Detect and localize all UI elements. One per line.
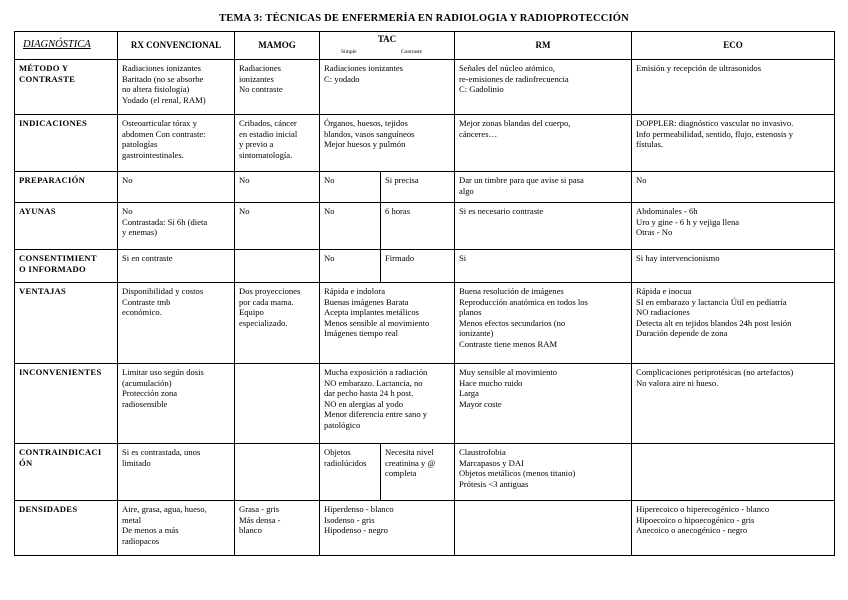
cell-rm bbox=[455, 172, 632, 203]
cell-line: económico. bbox=[122, 307, 162, 318]
cell-line: planos bbox=[459, 307, 482, 318]
row-label bbox=[15, 501, 118, 556]
cell-line: Emisión y recepción de ultrasonidos bbox=[636, 63, 762, 73]
cell-line: No bbox=[122, 206, 133, 216]
cell-line: radiolúcidos bbox=[324, 457, 367, 468]
cell-line: O INFORMADO bbox=[19, 263, 87, 274]
cell-line: DOPPLER: diagnóstico vascular no invasivo. bbox=[636, 118, 794, 128]
cell-line: creatinina y @ bbox=[385, 457, 436, 468]
cell-mamog bbox=[235, 501, 320, 556]
cell-line: Si hay intervencionismo bbox=[636, 253, 720, 263]
cell-line: Baritado (no se absorbe bbox=[122, 73, 204, 84]
cell-mamog bbox=[235, 115, 320, 172]
row-densidades bbox=[15, 501, 835, 556]
cell-line: metal bbox=[122, 514, 142, 525]
cell-line: y previo a bbox=[239, 139, 274, 150]
cell-tac bbox=[320, 115, 455, 172]
cell-line: Más densa - bbox=[239, 514, 281, 525]
row-preparacion bbox=[15, 172, 835, 203]
cell-line: Complicaciones periprotésicas (no artefactos) bbox=[636, 367, 794, 377]
header-mamog: MAMOG bbox=[235, 32, 320, 60]
cell-line: ÓN bbox=[19, 457, 33, 468]
cell-line: Marcapasos y DAI bbox=[459, 457, 524, 468]
cell-line: Menos sensible al movimiento bbox=[324, 317, 430, 328]
cell-line: Abdominales - 6h bbox=[636, 206, 698, 216]
cell-tac-contraste bbox=[381, 444, 455, 501]
page-title: TEMA 3: TÉCNICAS DE ENFERMERÍA EN RADIOLOGIA Y RADIOPROTECCIÓN bbox=[219, 13, 629, 24]
cell-line: Disponibilidad y costos bbox=[122, 286, 204, 296]
cell-rm bbox=[455, 444, 632, 501]
cell-line: NO en alergias al yodo bbox=[324, 398, 404, 409]
cell-eco bbox=[632, 115, 835, 172]
cell-eco bbox=[632, 250, 835, 283]
cell-rx bbox=[118, 364, 235, 444]
cell-line: NO radiaciones bbox=[636, 307, 690, 318]
header-rm: RM bbox=[455, 32, 632, 60]
cell-line: Protección zona bbox=[122, 388, 178, 399]
row-label bbox=[15, 203, 118, 250]
cell-line: DENSIDADES bbox=[19, 504, 78, 514]
cell-line: C: yodado bbox=[324, 73, 360, 84]
cell-tac-simple bbox=[320, 250, 381, 283]
cell-tac bbox=[320, 501, 455, 556]
row-contraindicacion bbox=[15, 444, 835, 501]
cell-line: fístulas. bbox=[636, 139, 663, 150]
cell-eco bbox=[632, 172, 835, 203]
header-diagnostica: DIAGNÓSTICA bbox=[15, 32, 118, 60]
cell-line: Dos proyecciones bbox=[239, 286, 301, 296]
cell-line: Menor diferencia entre sano y bbox=[324, 409, 428, 420]
cell-tac-simple bbox=[320, 172, 381, 203]
cell-line: Menos efectos secundarios (no bbox=[459, 317, 566, 328]
cell-line: Firmado bbox=[385, 253, 415, 263]
cell-rm bbox=[455, 283, 632, 364]
cell-line: abdomen Con contraste: bbox=[122, 128, 206, 139]
cell-mamog bbox=[235, 203, 320, 250]
cell-rm bbox=[455, 501, 632, 556]
cell-line: Aire, grasa, agua, hueso, bbox=[122, 504, 207, 514]
cell-line: De menos a más bbox=[122, 525, 179, 536]
cell-line: Osteoarticular tórax y bbox=[122, 118, 197, 128]
cell-line: INDICACIONES bbox=[19, 118, 88, 128]
cell-mamog bbox=[235, 364, 320, 444]
cell-line: ionizantes bbox=[239, 73, 274, 84]
cell-line: cánceres… bbox=[459, 128, 498, 139]
cell-line: No bbox=[324, 175, 335, 185]
cell-tac-contraste bbox=[381, 203, 455, 250]
cell-line: C: Gadolinio bbox=[459, 84, 504, 95]
cell-line: Radiaciones bbox=[239, 63, 281, 73]
cell-line: Contrastada: Si 6h (dieta bbox=[122, 216, 208, 227]
row-label bbox=[15, 60, 118, 115]
cell-line: Grasa - gris bbox=[239, 504, 280, 514]
cell-line: Detecta alt en tejidos blandos 24h post lesión bbox=[636, 317, 792, 328]
cell-line: ionizante) bbox=[459, 328, 494, 339]
cell-line: No contraste bbox=[239, 84, 283, 95]
cell-mamog bbox=[235, 444, 320, 501]
cell-rm bbox=[455, 250, 632, 283]
cell-line: VENTAJAS bbox=[19, 286, 67, 296]
cell-rm bbox=[455, 115, 632, 172]
cell-eco bbox=[632, 364, 835, 444]
cell-line: Muy sensible al movimiento bbox=[459, 367, 558, 377]
cell-line: Si es necesario contraste bbox=[459, 206, 544, 216]
cell-line: MÉTODO Y bbox=[19, 63, 69, 73]
cell-line: Dar un timbre para que avise si pasa bbox=[459, 175, 584, 185]
cell-line: Si en contraste bbox=[122, 253, 173, 263]
cell-line: Rápida e inocua bbox=[636, 286, 692, 296]
cell-line: por cada mama. bbox=[239, 296, 294, 307]
comparison-table bbox=[14, 31, 835, 556]
cell-line: patologías bbox=[122, 139, 158, 150]
cell-line: Radiaciones ionizantes bbox=[122, 63, 201, 73]
cell-line: Objetos bbox=[324, 447, 351, 457]
cell-line: Contraste tmb bbox=[122, 296, 171, 307]
cell-line: Objetos metálicos (menos titanio) bbox=[459, 468, 576, 479]
cell-line: radiosensible bbox=[122, 398, 168, 409]
cell-line: Uro y gine - 6 h y vejiga llena bbox=[636, 216, 740, 227]
cell-line: Claustrofobia bbox=[459, 447, 506, 457]
cell-rx bbox=[118, 250, 235, 283]
cell-line: blandos, vasos sanguíneos bbox=[324, 128, 415, 139]
cell-mamog bbox=[235, 172, 320, 203]
cell-line: Mayor coste bbox=[459, 398, 502, 409]
cell-line: Mejor huesos y pulmón bbox=[324, 139, 406, 150]
cell-line: Contraste tiene menos RAM bbox=[459, 338, 558, 349]
cell-rx bbox=[118, 60, 235, 115]
row-indicaciones bbox=[15, 115, 835, 172]
cell-eco bbox=[632, 60, 835, 115]
cell-rx bbox=[118, 501, 235, 556]
cell-line: Prótesis <3 antiguas bbox=[459, 478, 529, 489]
cell-mamog bbox=[235, 60, 320, 115]
cell-rm bbox=[455, 60, 632, 115]
cell-tac-contraste bbox=[381, 250, 455, 283]
cell-line: Info permeabilidad, sentido, flujo, estenosis y bbox=[636, 128, 794, 139]
cell-line: blanco bbox=[239, 525, 262, 536]
cell-eco bbox=[632, 203, 835, 250]
cell-line: PREPARACIÓN bbox=[19, 175, 86, 185]
cell-line: patológico bbox=[324, 419, 361, 430]
cell-line: Imágenes tiempo real bbox=[324, 328, 398, 339]
row-metodo bbox=[15, 60, 835, 115]
row-label bbox=[15, 172, 118, 203]
row-label bbox=[15, 444, 118, 501]
cell-rm bbox=[455, 203, 632, 250]
cell-line: Mucha exposición a radiación bbox=[324, 367, 428, 377]
cell-line: Duración depende de zona bbox=[636, 328, 728, 339]
row-label bbox=[15, 364, 118, 444]
cell-line: Hace mucho ruido bbox=[459, 377, 523, 388]
cell-line: Cribados, cáncer bbox=[239, 118, 297, 128]
cell-line: Hiperdenso - blanco bbox=[324, 504, 394, 514]
cell-line: Hiperecoico o hiperecogénico - blanco bbox=[636, 504, 770, 514]
cell-line: No bbox=[636, 175, 647, 185]
cell-line: (acumulación) bbox=[122, 377, 172, 388]
cell-rx bbox=[118, 203, 235, 250]
header-tac-label: TAC bbox=[377, 34, 397, 44]
cell-line: re-emisiones de radiofrecuencia bbox=[459, 73, 569, 84]
cell-line: y enemas) bbox=[122, 227, 158, 238]
cell-line: Señales del núcleo atómico, bbox=[459, 63, 555, 73]
cell-line: especializado. bbox=[239, 317, 288, 328]
cell-line: Órganos, huesos, tejidos bbox=[324, 118, 408, 128]
cell-line: Yodado (el renal, RAM) bbox=[122, 94, 206, 105]
header-rx: RX CONVENCIONAL bbox=[118, 32, 235, 60]
cell-tac bbox=[320, 364, 455, 444]
row-ayunas bbox=[15, 203, 835, 250]
cell-rm bbox=[455, 364, 632, 444]
cell-line: Si bbox=[459, 253, 467, 263]
cell-line: No bbox=[324, 206, 335, 216]
cell-line: No bbox=[122, 175, 133, 185]
cell-eco bbox=[632, 283, 835, 364]
header-tac bbox=[320, 32, 455, 60]
header-tac-contraste: Contraste bbox=[401, 49, 423, 55]
cell-line: Equipo bbox=[239, 307, 264, 318]
cell-tac-contraste bbox=[381, 172, 455, 203]
cell-line: Acepta implantes metálicos bbox=[324, 307, 419, 318]
cell-line: Hipoecoico o hipoecogénico - gris bbox=[636, 514, 755, 525]
cell-line: radiopacos bbox=[122, 535, 160, 546]
cell-line: completa bbox=[385, 468, 417, 479]
cell-tac-simple bbox=[320, 203, 381, 250]
cell-line: Si precisa bbox=[385, 175, 419, 185]
cell-line: Si es contrastada, unos bbox=[122, 447, 201, 457]
row-ventajas bbox=[15, 283, 835, 364]
cell-line: CONSENTIMIENT bbox=[19, 253, 97, 263]
cell-line: No bbox=[324, 253, 335, 263]
cell-line: Buenas imágenes Barata bbox=[324, 296, 409, 307]
cell-mamog bbox=[235, 283, 320, 364]
cell-line: Larga bbox=[459, 388, 479, 399]
cell-line: gastrointestinales. bbox=[122, 149, 184, 160]
cell-line: Rápida e indolora bbox=[324, 286, 386, 296]
cell-line: Anecoico o anecogénico - negro bbox=[636, 525, 748, 536]
cell-line: CONTRAINDICACI bbox=[19, 447, 102, 457]
cell-line: Reproducción anatómica en todos los bbox=[459, 296, 588, 307]
cell-line: no altera fisiología) bbox=[122, 84, 190, 95]
row-label bbox=[15, 115, 118, 172]
cell-line: limitado bbox=[122, 457, 151, 468]
cell-eco bbox=[632, 501, 835, 556]
cell-line: algo bbox=[459, 185, 474, 196]
cell-tac bbox=[320, 283, 455, 364]
cell-line: Buena resolución de imágenes bbox=[459, 286, 564, 296]
header-row bbox=[15, 32, 835, 60]
cell-line: Hipodenso - negro bbox=[324, 525, 388, 536]
cell-rx bbox=[118, 444, 235, 501]
cell-line: AYUNAS bbox=[19, 206, 56, 216]
cell-rx bbox=[118, 115, 235, 172]
cell-rx bbox=[118, 172, 235, 203]
cell-line: No bbox=[239, 175, 250, 185]
cell-line: No bbox=[239, 206, 250, 216]
cell-rx bbox=[118, 283, 235, 364]
cell-line: en estadio inicial bbox=[239, 128, 298, 139]
cell-line: Limitar uso según dosis bbox=[122, 367, 204, 377]
header-tac-simple: Simple bbox=[341, 49, 357, 55]
header-eco: ECO bbox=[632, 32, 835, 60]
cell-line: Radiaciones ionizantes bbox=[324, 63, 403, 73]
cell-line: SI en embarazo y lactancia Útil en pediatría bbox=[636, 296, 787, 307]
cell-line: Mejor zonas blandas del cuerpo, bbox=[459, 118, 571, 128]
row-consentimiento bbox=[15, 250, 835, 283]
cell-line: Necesita nivel bbox=[385, 447, 434, 457]
cell-line: Isodenso - gris bbox=[324, 514, 375, 525]
row-inconvenientes bbox=[15, 364, 835, 444]
row-label bbox=[15, 250, 118, 283]
cell-eco bbox=[632, 444, 835, 501]
cell-line: sintomatología. bbox=[239, 149, 293, 160]
cell-line: CONTRASTE bbox=[19, 73, 76, 84]
cell-line: INCONVENIENTES bbox=[19, 367, 102, 377]
cell-line: dar pecho hasta 24 h post. bbox=[324, 388, 414, 399]
cell-tac bbox=[320, 60, 455, 115]
cell-tac-simple bbox=[320, 444, 381, 501]
cell-mamog bbox=[235, 250, 320, 283]
cell-line: Otras - No bbox=[636, 227, 673, 238]
row-label bbox=[15, 283, 118, 364]
cell-line: NO embarazo. Lactancia, no bbox=[324, 377, 423, 388]
cell-line: No valora aire ni hueso. bbox=[636, 377, 719, 388]
cell-line: 6 horas bbox=[385, 206, 411, 216]
